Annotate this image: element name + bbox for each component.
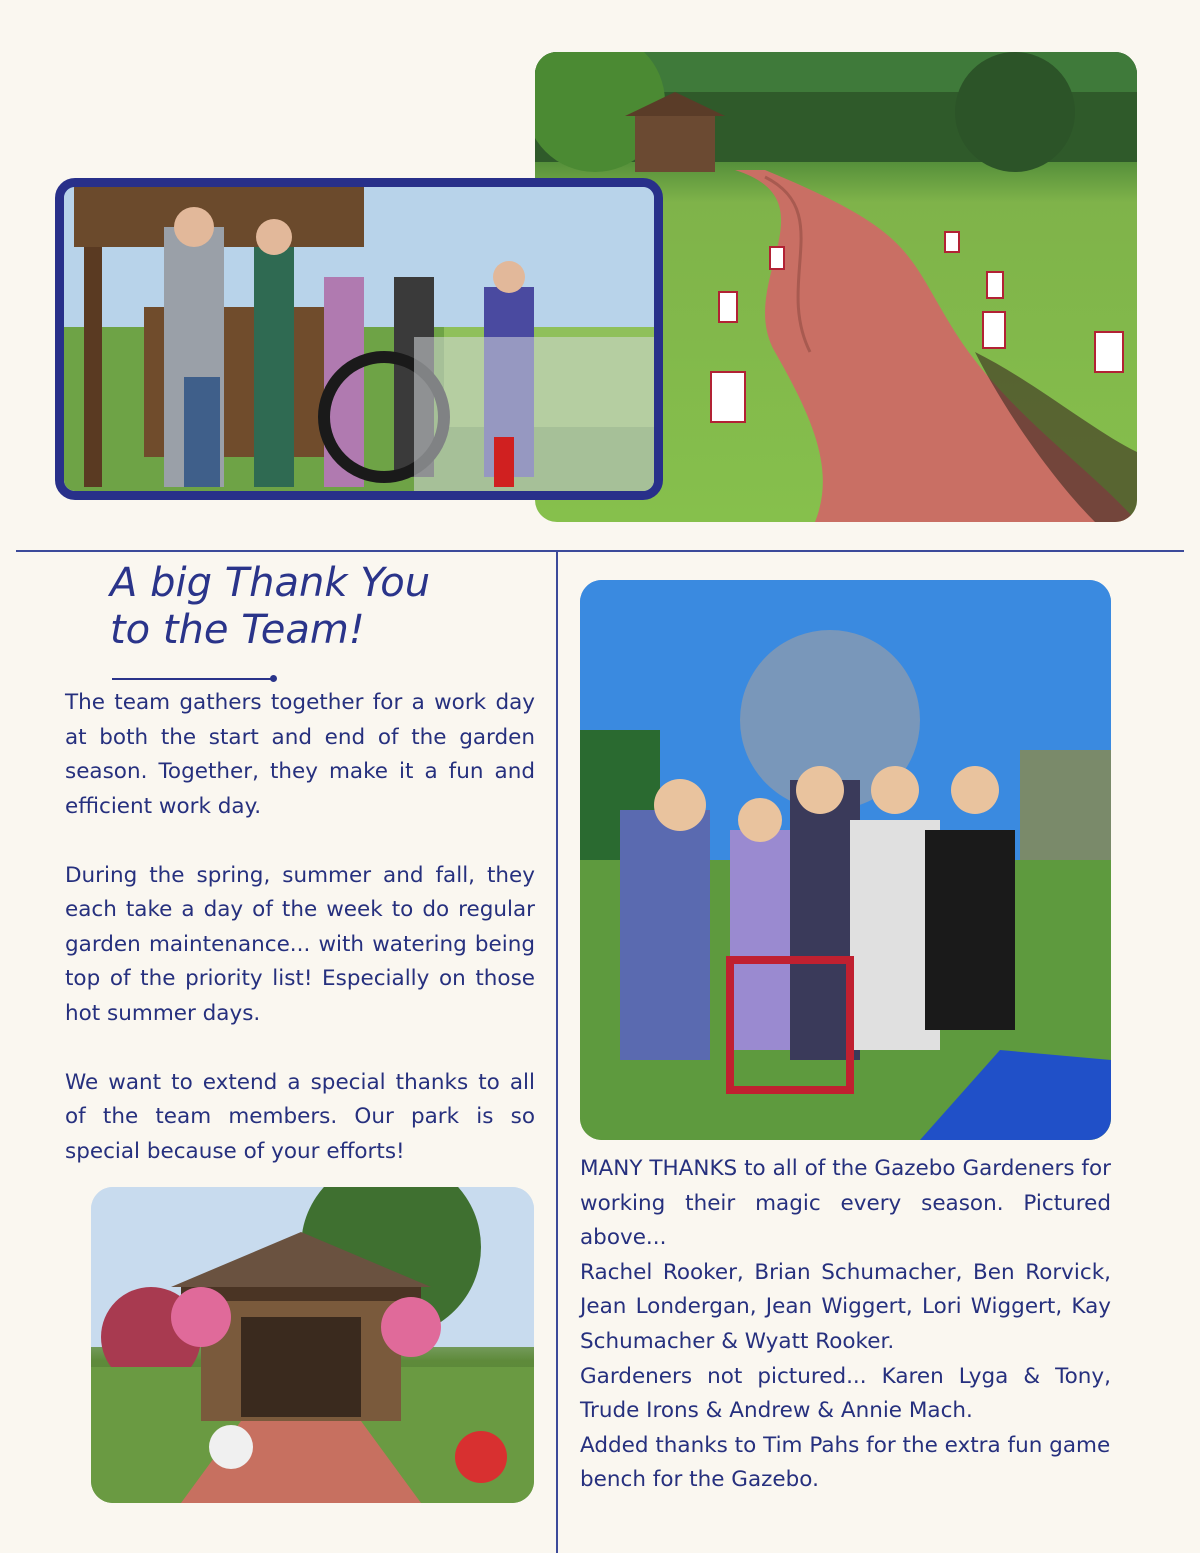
article-body-right: [580, 1152, 1111, 1498]
paragraph-maintenance: During the spring, summer and fall, they each take a day of the week to do regular garden maintenance... with watering being top of the priority list! Especially on those hot summer days.: [65, 862, 535, 1026]
title-underline: [112, 678, 272, 680]
paragraph-not-pictured: Gardeners not pictured... Karen Lyga & Tony, Trude Irons & Andrew & Annie Mach.: [580, 1363, 1111, 1424]
paragraph-work-day: The team gathers together for a work day at both the start and end of the garden season. Together, they make it a fun and efficient work day.: [65, 690, 535, 819]
page-title: [110, 560, 540, 654]
photo-gazebo-gardeners: [580, 580, 1111, 1140]
title-line-1: A big Thank You: [110, 560, 431, 606]
horizontal-divider: [16, 550, 1184, 552]
paragraph-added-thanks: Added thanks to Tim Pahs for the extra fun game bench for the Gazebo.: [580, 1432, 1111, 1493]
paragraph-thanks: We want to extend a special thanks to all of the team members. Our park is so special because of your efforts!: [65, 1069, 535, 1164]
team-cart-illustration: [64, 187, 654, 491]
article-body-left: [65, 686, 535, 1204]
title-underline-dot: [270, 675, 277, 682]
photo-gazebo: [91, 1187, 534, 1503]
title-line-2: to the Team!: [110, 607, 365, 653]
vertical-divider: [556, 551, 558, 1553]
gardeners-illustration: [580, 580, 1111, 1140]
gazebo-illustration: [91, 1187, 534, 1503]
paragraph-pictured-names: Rachel Rooker, Brian Schumacher, Ben Rorvick, Jean Londergan, Jean Wiggert, Lori Wiggert, Kay Schumacher & Wyatt Rooker.: [580, 1259, 1111, 1354]
photo-team-golf-cart: [55, 178, 663, 500]
paragraph-many-thanks: MANY THANKS to all of the Gazebo Gardeners for working their magic every season. Pictured above...: [580, 1156, 1111, 1251]
